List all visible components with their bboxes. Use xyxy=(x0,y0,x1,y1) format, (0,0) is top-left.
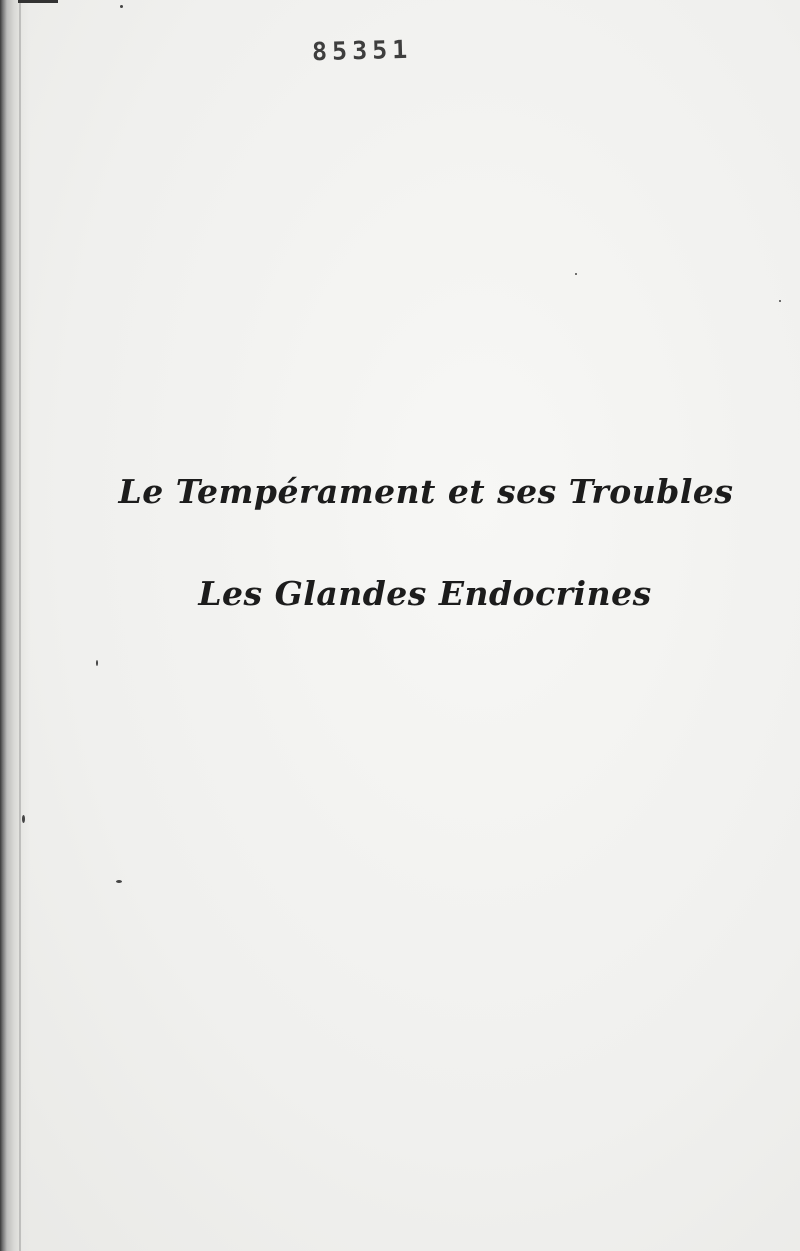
paper-speck xyxy=(22,815,25,823)
top-edge-mark xyxy=(18,0,58,3)
title-line-2: Les Glandes Endocrines xyxy=(198,574,652,613)
paper-speck xyxy=(575,273,577,275)
paper-speck xyxy=(96,660,98,666)
spine-crease xyxy=(19,0,21,1251)
paper-speck xyxy=(116,880,122,883)
title-line-1: Le Tempérament et ses Troubles xyxy=(118,472,734,511)
inventory-stamp-number: 85351 xyxy=(311,34,413,67)
paper-speck xyxy=(120,5,123,8)
book-spine-edge xyxy=(0,0,30,1251)
paper-speck xyxy=(779,300,781,302)
